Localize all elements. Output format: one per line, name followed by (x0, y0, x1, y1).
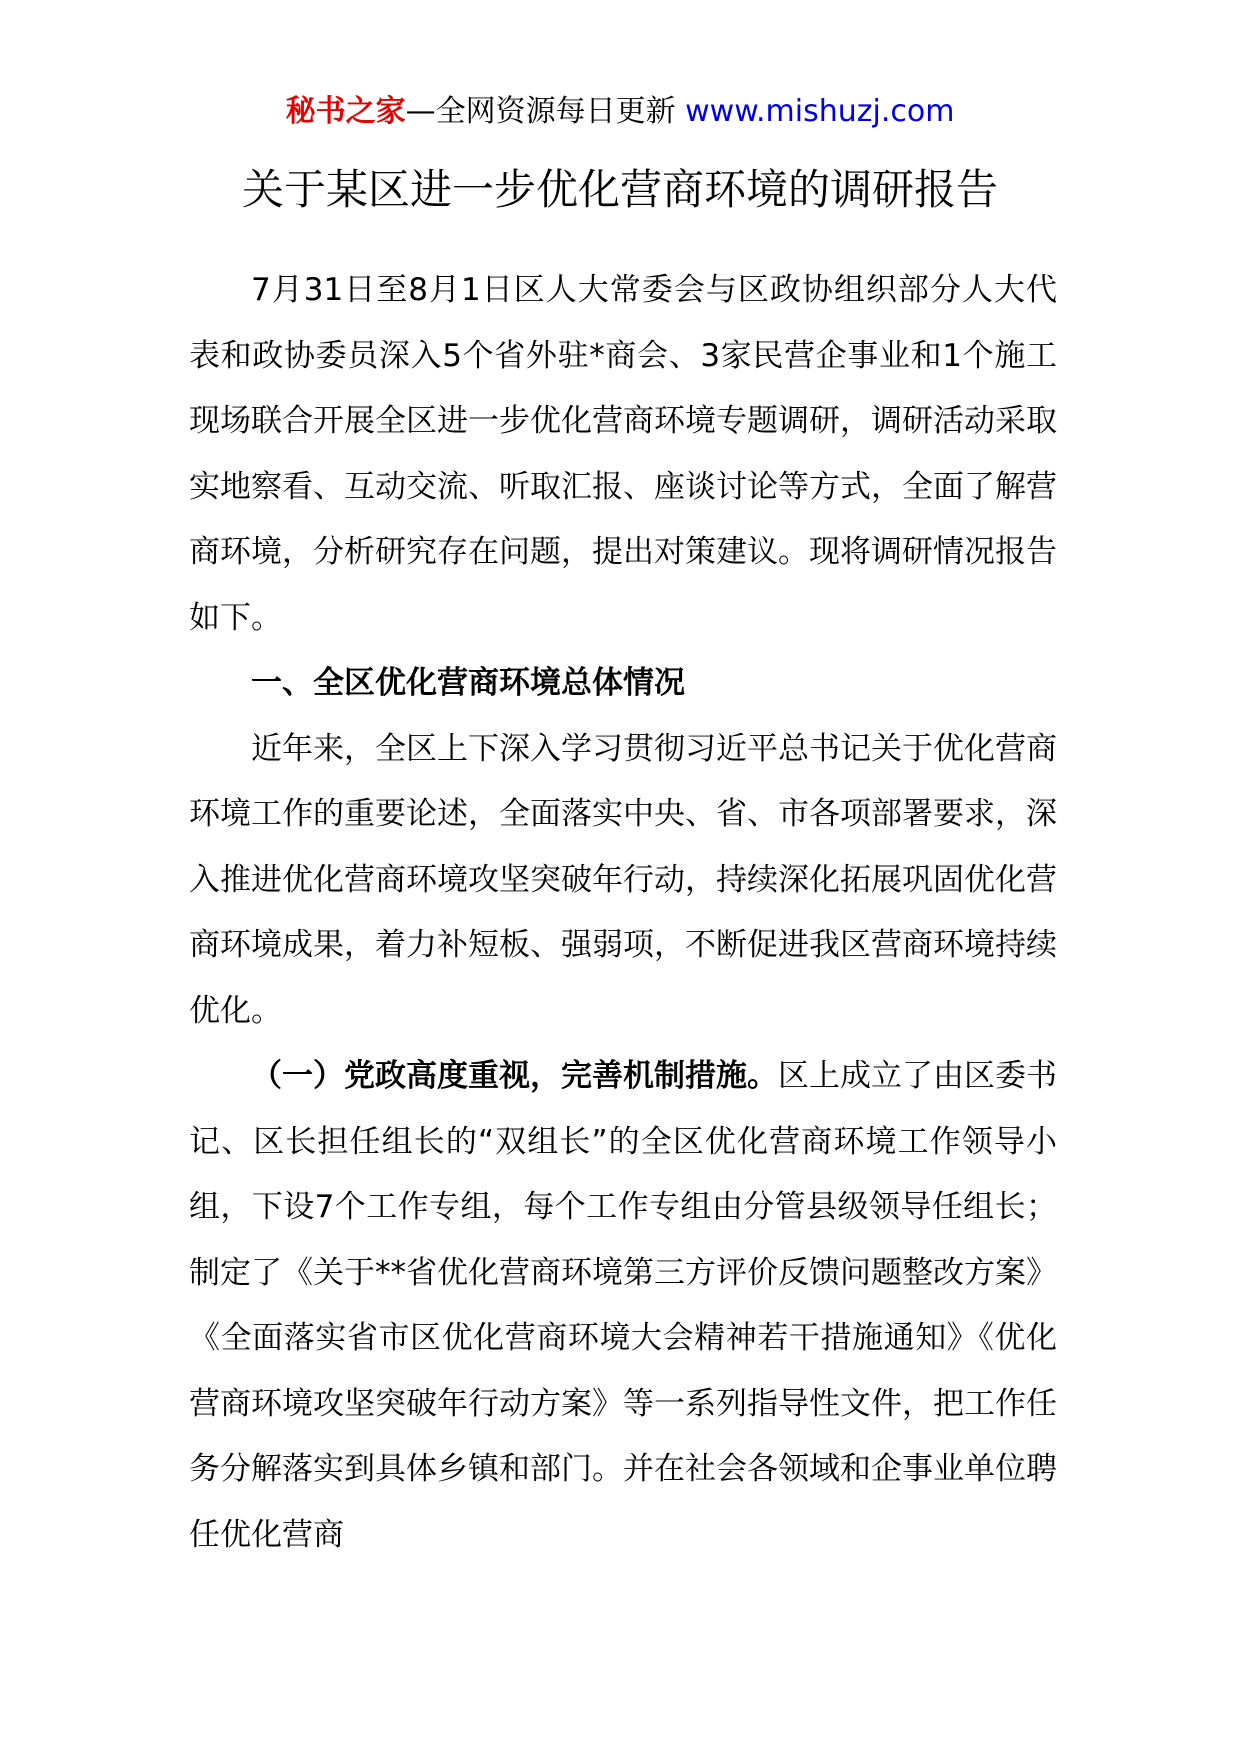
overview-paragraph: 近年来，全区上下深入学习贯彻习近平总书记关于优化营商环境工作的重要论述，全面落实中央、省、市各项部署要求，深入推进优化营商环境攻坚突破年行动，持续深化拓展巩固优化营商环境成果，着力补短板、强弱项，不断促进我区营商环境持续优化。 (189, 730, 1057, 1029)
document-body (189, 258, 1057, 1568)
measures-body: 区上成立了由区委书记、区长担任组长的“双组长”的全区优化营商环境工作领导小组，下设7个工作专组，每个工作专组由分管县级领导任组长；制定了《关于**省优化营商环境第三方评价反馈问题整改方案》《全面落实省市区优化营商环境大会精神若干措施通知》《优化营商环境攻坚突破年行动方案》等一系列指导性文件，把工作任务分解落实到具体乡镇和部门。并在社会各领域和企事业单位聘任优化营商 (189, 1058, 1057, 1553)
brand-name: 秘书之家 (285, 94, 406, 129)
document-title: 关于某区进一步优化营商环境的调研报告 (241, 165, 998, 214)
watermark-header (0, 92, 1240, 132)
intro-paragraph: 7月31日至8月1日区人大常委会与区政协组织部分人大代表和政协委员深入5个省外驻*商会、3家民营企事业和1个施工现场联合开展全区进一步优化营商环境专题调研，调研活动采取实地察看、互动交流、听取汇报、座谈讨论等方式，全面了解营商环境，分析研究存在问题，提出对策建议。现将调研情况报告如下。 (189, 272, 1057, 636)
section-heading: 一、全区优化营商环境总体情况 (251, 665, 685, 701)
measures-lead: （一）党政高度重视，完善机制措施。 (251, 1058, 778, 1094)
site-url-link[interactable]: www.mishuzj.com (685, 94, 955, 129)
measures-paragraph (189, 1044, 1057, 1568)
header-tagline: —全网资源每日更新 (405, 94, 686, 129)
